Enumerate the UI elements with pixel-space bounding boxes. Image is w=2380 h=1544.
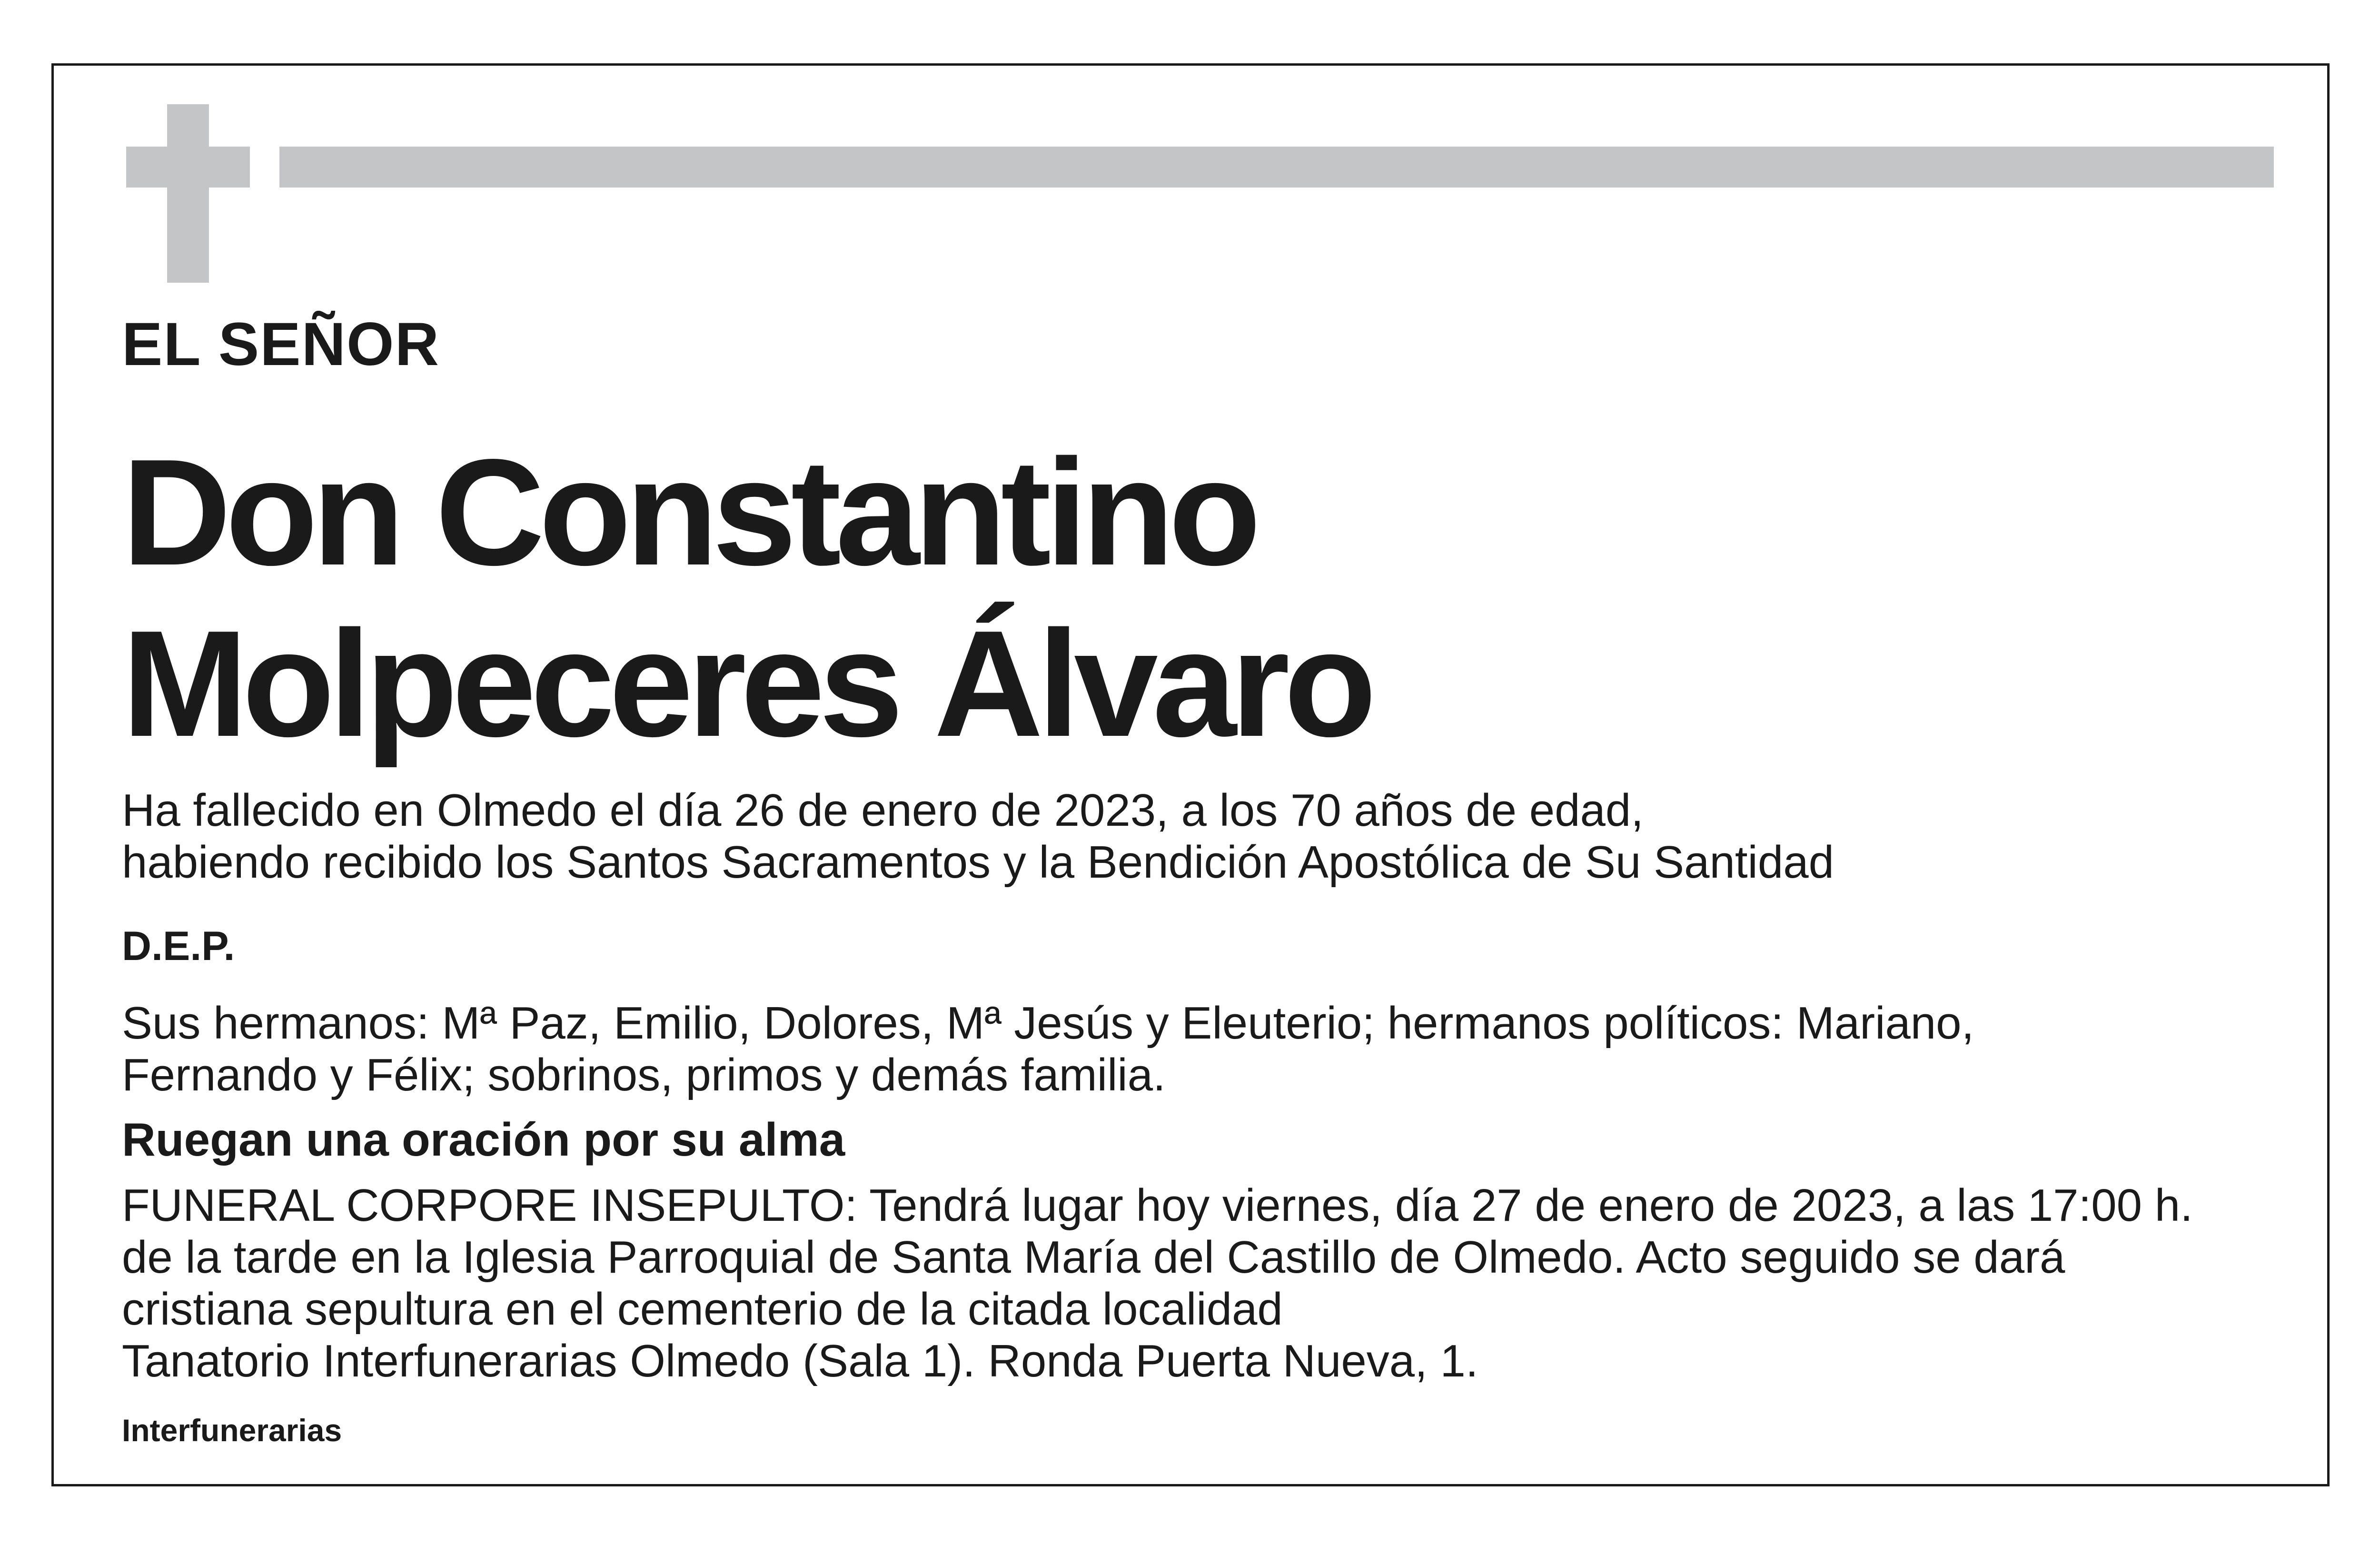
cross-icon-horizontal [126,147,250,188]
honorific: EL SEÑOR [122,310,440,378]
funeral-details-line: cristiana sepultura en el cementerio de la citada localidad [122,1284,1283,1335]
header-rule [279,147,2274,188]
funeral-details-line: FUNERAL CORPORE INSEPULTO: Tendrá lugar hoy viernes, día 27 de enero de 2023, a las 17:00 h. [122,1180,2193,1231]
death-details-line: Ha fallecido en Olmedo el día 26 de enero de 2023, a los 70 años de edad, [122,785,1644,836]
death-details [122,784,1834,888]
family-list [122,997,1974,1101]
deceased-name-line-1: Don Constantino [122,428,1256,597]
funeral-details-line: de la tarde en la Iglesia Parroquial de Santa María del Castillo de Olmedo. Acto seguido se dará [122,1232,2065,1283]
funeral-home-credit: Interfunerarias [122,1413,342,1448]
death-details-line: habiendo recibido los Santos Sacramentos y la Bendición Apostólica de Su Santidad [122,837,1834,888]
prayer-request: Ruegan una oración por su alma [122,1113,845,1166]
funeral-details-line: Tanatorio Interfunerarias Olmedo (Sala 1). Ronda Puerta Nueva, 1. [122,1336,1478,1386]
funeral-details [122,1179,2193,1387]
family-list-line: Fernando y Félix; sobrinos, primos y demás familia. [122,1049,1166,1100]
cross-icon-vertical [167,104,209,283]
deceased-name-line-2: Molpeceres Álvaro [122,599,1371,768]
dep-label: D.E.P. [122,923,235,969]
family-list-line: Sus hermanos: Mª Paz, Emilio, Dolores, Mª Jesús y Eleuterio; hermanos políticos: Mariano, [122,998,1974,1049]
